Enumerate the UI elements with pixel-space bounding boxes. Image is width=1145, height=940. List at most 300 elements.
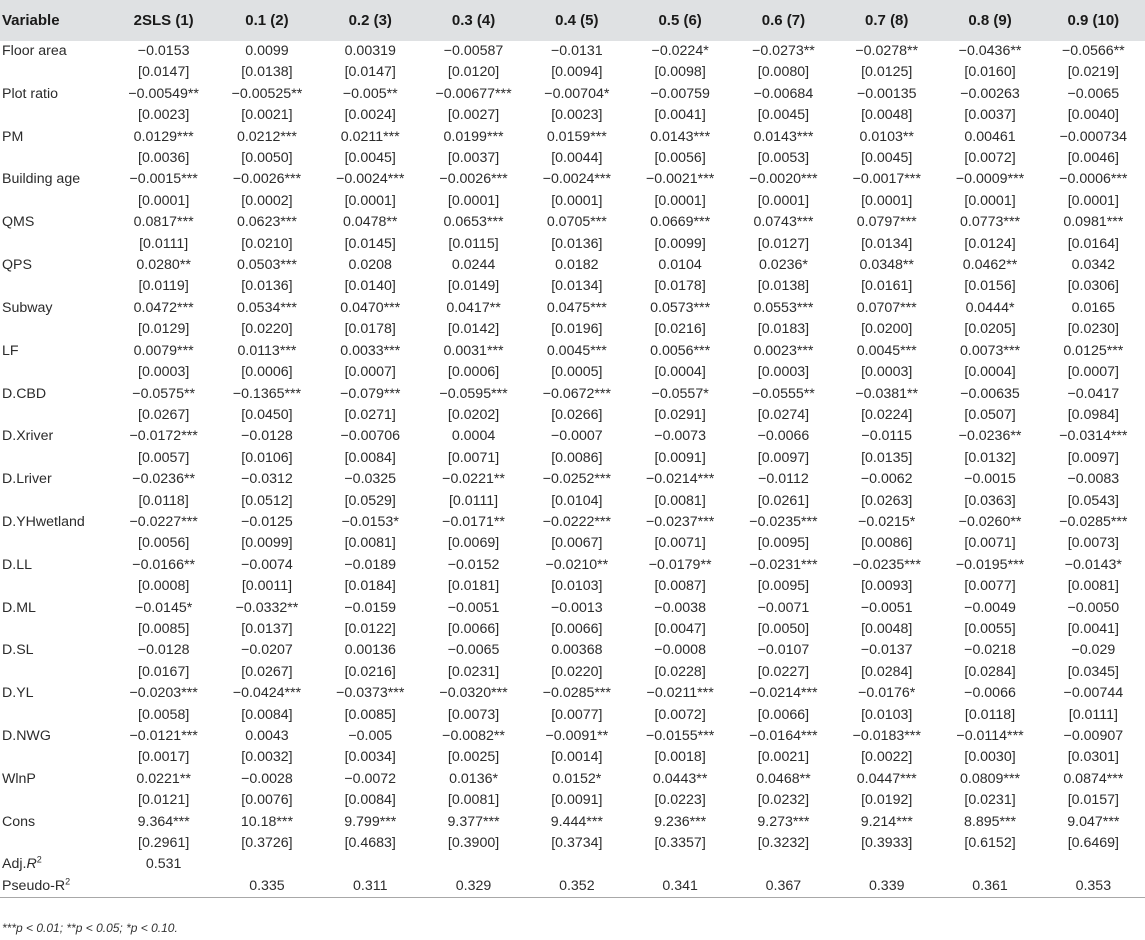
coef-cell: −0.1365*** [232,385,302,402]
coef-cell: 0.0503*** [236,257,297,274]
coef-cell: −0.0082** [442,728,505,744]
se-cell: [0.0184] [344,578,396,595]
se-cell: [0.0103] [861,706,913,723]
se-label-empty [0,448,112,469]
coef-cell: −0.0006*** [1059,171,1128,188]
se-cell: [0.0205] [964,321,1016,338]
se-cell: [0.0045] [861,150,913,167]
se-cell: [0.0006] [447,364,500,381]
header-model-7: 0.6 (7) [761,12,806,29]
se-cell: [0.0147] [344,64,396,81]
coef-cell: 0.0623*** [236,214,297,231]
pseudo-r2-cell [112,876,215,898]
coef-cell: −0.0153* [341,513,399,530]
se-cell: [0.0216] [654,321,706,338]
variable-label: D.Lriver [2,471,52,488]
header-model-4: 0.3 (4) [451,12,496,29]
coef-cell: −0.0137 [860,642,913,659]
coef-cell: −0.0235*** [852,556,921,573]
se-cell: [0.0267] [241,663,293,680]
se-cell: [0.3232] [757,835,810,852]
coef-cell: 0.0045*** [546,342,607,359]
se-cell: [0.0032] [241,749,293,766]
se-cell: [0.0219] [1067,64,1119,81]
se-cell: [0.0543] [1067,492,1119,509]
coef-cell: −0.0325 [344,471,397,488]
coef-cell: −0.0207 [241,642,293,659]
se-label-empty [0,105,112,126]
se-cell: [0.0080] [757,64,810,81]
adj-r2-cell [628,854,731,875]
se-label-empty [0,148,112,169]
coef-cell: −0.0145* [135,599,193,616]
se-cell: [0.0345] [1067,663,1119,680]
coef-cell: −0.0218 [964,642,1016,659]
se-cell: [0.0103] [551,578,603,595]
coef-cell: −0.00907 [1063,728,1124,744]
se-cell: [0.0066] [551,620,603,637]
se-cell: [0.3900] [447,835,500,852]
se-cell: [0.0003] [138,364,190,381]
coef-cell: −0.0051 [447,599,500,616]
coef-cell: 9.444*** [550,813,603,830]
coef-cell: 0.0136* [449,770,498,787]
coef-cell: 0.00319 [344,43,396,59]
coef-cell: −0.0237*** [646,513,715,530]
se-cell: [0.0156] [964,278,1016,295]
se-cell: [0.0363] [964,492,1016,509]
coef-cell: −0.0417 [1067,385,1120,402]
coef-cell: −0.0128 [137,642,190,659]
adj-r2-cell [422,854,525,875]
coef-cell: 0.0773*** [960,214,1020,231]
coef-cell: −0.079*** [340,385,401,402]
coef-cell: −0.0183*** [852,728,921,744]
coef-cell: −0.0236** [958,428,1022,445]
coef-cell: −0.0231*** [749,556,818,573]
variable-label: D.SL [2,642,34,659]
se-cell: [0.0183] [757,321,810,338]
se-row [0,105,1145,126]
adj-r2-cell [835,854,938,875]
se-label-empty [0,405,112,426]
se-cell: [0.0118] [138,492,189,509]
coef-cell: 0.0743*** [753,214,814,231]
coef-cell: 9.799*** [344,813,397,830]
variable-label: PM [2,128,24,145]
coef-cell: 0.0447*** [856,770,917,787]
coef-cell: −0.0155*** [646,728,715,744]
variable-label: QMS [2,214,35,231]
coef-cell: −0.0672*** [542,385,611,402]
coef-cell: −0.0013 [550,599,603,616]
coef-cell: −0.00744 [1063,685,1124,702]
se-row [0,662,1145,683]
coef-row [0,169,1145,190]
se-cell: [0.0284] [861,663,913,680]
coef-row [0,41,1145,62]
se-cell: [0.0006] [241,364,293,381]
se-cell: [0.0081] [1067,578,1119,595]
se-cell: [0.0094] [551,64,603,81]
coef-cell: −0.0320*** [439,685,508,702]
se-cell: [0.0095] [757,535,810,552]
adj-r2-cell [1042,854,1145,875]
coef-cell: 0.0244 [451,257,496,274]
se-cell: [0.0284] [964,663,1016,680]
se-cell: [0.0004] [654,364,706,381]
coef-cell: 0.0280** [136,257,191,274]
se-cell: [0.0086] [861,535,913,552]
coef-cell: −0.0252*** [542,471,611,488]
se-cell: [0.0048] [861,107,913,124]
variable-label: D.NWG [2,728,51,744]
se-cell: [0.3357] [654,835,706,852]
se-cell: [0.0104] [551,492,603,509]
variable-label: Cons [2,813,36,830]
coef-cell: 9.214*** [860,813,913,830]
se-cell: [0.0046] [1067,150,1119,167]
header-model-10: 0.9 (10) [1067,12,1120,29]
coef-cell: −0.0020*** [749,171,818,188]
se-row [0,362,1145,383]
coef-cell: −0.0221** [442,471,505,488]
coef-row [0,212,1145,233]
coef-cell: 0.0159*** [546,128,607,145]
se-cell: [0.0014] [551,749,603,766]
coef-cell: −0.0236** [132,471,196,488]
se-cell: [0.0023] [551,107,603,124]
se-label-empty [0,576,112,597]
significance-footnote: ***p < 0.01; **p < 0.05; *p < 0.10. [2,921,178,935]
coef-cell: 0.00368 [551,642,603,659]
se-cell: [0.0271] [344,406,396,423]
se-row [0,62,1145,83]
se-cell: [0.0223] [654,792,706,809]
coef-cell: 0.0797*** [856,214,917,231]
pseudo-r2-cell: 0.353 [1042,876,1145,898]
coef-cell: −0.0312 [241,471,293,488]
se-cell: [0.0111] [1068,706,1118,723]
coef-cell: 0.0143*** [650,128,711,145]
coef-cell: −0.0176* [858,685,916,702]
se-cell: [0.0263] [861,492,913,509]
se-cell: [0.0178] [344,321,396,338]
se-cell: [0.0072] [964,150,1016,167]
coef-cell: −0.0071 [757,599,810,616]
coef-row [0,255,1145,276]
coef-cell: −0.0436** [958,43,1022,59]
se-cell: [0.0306] [1067,278,1119,295]
coef-cell: −0.0051 [860,599,913,616]
se-cell: [0.0085] [344,706,396,723]
coef-cell: −0.00525** [231,85,303,102]
se-cell: [0.0127] [757,235,810,252]
coef-row [0,127,1145,148]
se-row [0,533,1145,554]
coef-cell: −0.0214*** [646,471,715,488]
coef-cell: −0.0595*** [439,385,508,402]
header-model-6: 0.5 (6) [658,12,702,29]
se-cell: [0.0084] [241,706,293,723]
se-cell: [0.0045] [757,107,810,124]
coef-cell: −0.0065 [447,642,500,659]
se-cell: [0.0181] [447,578,500,595]
se-row [0,148,1145,169]
coef-row [0,426,1145,447]
se-cell: [0.0134] [861,235,913,252]
coef-cell: 0.00136 [344,642,396,659]
coef-cell: −0.0215* [858,513,916,530]
coef-cell: 0.0874*** [1063,770,1124,787]
se-cell: [0.0274] [757,406,810,423]
coef-cell: −0.0062 [860,471,913,488]
se-cell: [0.0097] [1067,449,1119,466]
se-cell: [0.0041] [1067,620,1119,637]
variable-label: Plot ratio [2,85,58,102]
coef-cell: −0.00135 [856,85,917,102]
se-cell: [0.0136] [241,278,293,295]
coef-cell: 0.0534*** [236,299,297,316]
coef-cell: 0.0113*** [237,342,297,359]
coef-row [0,84,1145,105]
coef-cell: 0.0462** [962,257,1018,274]
coef-cell: 0.0129*** [133,128,194,145]
pseudo-r2-cell: 0.367 [732,876,835,898]
coef-cell: 0.0143*** [753,128,814,145]
coef-cell: −0.0166** [132,556,196,573]
se-cell: [0.0147] [138,64,190,81]
se-cell: [0.0041] [654,107,706,124]
se-label-empty [0,747,112,768]
coef-row [0,384,1145,405]
se-cell: [0.0001] [1067,192,1119,209]
coef-cell: 0.0348** [859,257,914,274]
table-header-row [0,0,1145,41]
coef-cell: −0.0210** [545,556,609,573]
coef-cell: 8.895*** [963,813,1017,830]
se-row [0,576,1145,597]
se-row [0,191,1145,212]
se-cell: [0.0055] [964,620,1016,637]
se-cell: [0.0023] [138,107,190,124]
coef-cell: 0.0099 [245,43,289,59]
se-cell: [0.0077] [551,706,603,723]
se-row [0,491,1145,512]
coef-cell: −0.0143* [1064,556,1122,573]
se-cell: [0.0040] [1067,107,1119,124]
se-cell: [0.0077] [964,578,1016,595]
se-cell: [0.0001] [344,192,396,209]
se-cell: [0.0138] [757,278,810,295]
se-cell: [0.0073] [1067,535,1119,552]
coef-cell: 0.0417** [446,299,501,316]
coef-cell: −0.0073 [654,428,706,445]
coef-cell: 9.273*** [757,813,810,830]
coef-cell: −0.00706 [340,428,401,445]
se-label-empty [0,276,112,297]
coef-cell: −0.0065 [1067,85,1120,102]
se-cell: [0.0066] [447,620,500,637]
pseudo-r2-row [0,876,1145,898]
se-cell: [0.0140] [344,278,396,295]
se-cell: [0.0044] [551,150,603,167]
adj-r2-cell [525,854,628,875]
adj-r2-cell [319,854,422,875]
pseudo-r2-label [0,876,112,898]
se-cell: [0.0228] [654,663,706,680]
coef-cell: 0.0211*** [340,128,400,145]
se-cell: [0.0192] [861,792,913,809]
coef-cell: 0.0342 [1071,257,1116,274]
coef-cell: −0.00677*** [435,85,512,102]
se-cell: [0.0073] [447,706,500,723]
se-label-empty [0,62,112,83]
se-cell: [0.0048] [861,620,913,637]
coef-cell: 0.0817*** [133,214,194,231]
coef-row [0,683,1145,704]
coef-cell: −0.00684 [753,85,814,102]
se-cell: [0.0119] [138,278,189,295]
se-cell: [0.0003] [757,364,810,381]
se-cell: [0.0200] [861,321,913,338]
se-cell: [0.0099] [241,535,293,552]
se-cell: [0.0001] [447,192,500,209]
se-cell: [0.0120] [447,64,500,81]
se-cell: [0.0001] [861,192,913,209]
coef-cell: −0.0273** [752,43,815,59]
coef-cell: −0.0172*** [129,428,198,445]
coef-cell: 0.0079*** [133,342,194,359]
coef-cell: 0.0152* [552,770,602,787]
coef-cell: 0.0045*** [856,342,917,359]
coef-cell: 10.18*** [240,813,293,830]
coef-cell: −0.0164*** [749,728,818,744]
se-label-empty [0,191,112,212]
se-cell: [0.0056] [654,150,706,167]
header-model-5: 0.4 (5) [555,12,599,29]
se-cell: [0.0050] [241,150,293,167]
se-cell: [0.0220] [241,321,293,338]
se-row [0,234,1145,255]
coef-cell: −0.0009*** [955,171,1025,188]
coef-cell: −0.0260** [958,513,1022,530]
se-cell: [0.0091] [551,792,603,809]
se-cell: [0.0121] [138,792,190,809]
coef-cell: −0.0332** [235,599,299,616]
coef-cell: −0.0026*** [439,171,508,188]
se-cell: [0.0450] [241,406,293,423]
se-row [0,319,1145,340]
se-cell: [0.4683] [344,835,396,852]
coef-cell: 0.0669*** [650,214,711,231]
se-cell: [0.0157] [1067,792,1119,809]
se-cell: [0.0138] [241,64,293,81]
se-cell: [0.0224] [861,406,913,423]
se-cell: [0.0178] [654,278,706,295]
se-cell: [0.0036] [138,150,190,167]
se-cell: [0.0004] [964,364,1016,381]
se-cell: [0.0134] [551,278,603,295]
coef-cell: −0.0314*** [1059,428,1128,445]
coef-cell: −0.0373*** [336,685,405,702]
se-cell: [0.0067] [551,535,603,552]
coef-cell: −0.00635 [960,385,1020,402]
coef-row [0,640,1145,661]
pseudo-r2-cell: 0.311 [319,876,422,898]
variable-label: D.YHwetland [2,513,85,530]
coef-cell: −0.0235*** [749,513,818,530]
se-cell: [0.0124] [964,235,1016,252]
coef-cell: 0.0043 [245,728,289,744]
coef-cell: −0.0015 [964,471,1016,488]
header-model-1: 2SLS (1) [133,12,194,29]
se-row [0,276,1145,297]
coef-cell: −0.0038 [654,599,706,616]
se-cell: [0.0220] [551,663,603,680]
se-cell: [0.0086] [551,449,603,466]
adj-r2-cell [732,854,835,875]
coef-cell: −0.0125 [241,513,293,530]
coef-row [0,341,1145,362]
coef-cell: −0.0066 [964,685,1016,702]
coef-cell: −0.0017*** [852,171,921,188]
se-cell: [0.0071] [964,535,1016,552]
coef-cell: 0.0103** [859,128,914,145]
header-variable: Variable [2,12,60,29]
coef-cell: −0.0424*** [232,685,302,702]
se-label-empty [0,705,112,726]
se-label-empty [0,619,112,640]
se-cell: [0.0301] [1067,749,1119,766]
coef-cell: −0.0066 [757,428,810,445]
coef-cell: −0.0083 [1067,471,1120,488]
coef-cell: −0.0222*** [542,513,611,530]
adj-r2-exp: 2 [36,854,42,865]
se-cell: [0.0137] [241,620,293,637]
se-label-empty [0,491,112,512]
se-cell: [0.0008] [138,578,190,595]
se-cell: [0.0056] [138,535,190,552]
se-label-empty [0,790,112,811]
se-cell: [0.0071] [447,449,500,466]
coef-cell: −0.00759 [650,85,710,102]
se-cell: [0.0018] [654,749,706,766]
se-cell: [0.0001] [964,192,1016,209]
coef-cell: −0.0152 [447,556,500,573]
adj-r2-prefix: Adj. [2,856,27,873]
se-cell: [0.0057] [138,449,190,466]
se-row [0,448,1145,469]
se-cell: [0.0093] [861,578,913,595]
pseudo-r2-cell: 0.341 [628,876,731,898]
variable-label: QPS [2,257,32,274]
se-cell: [0.0007] [1067,364,1119,381]
pseudo-r2-cell: 0.335 [215,876,318,898]
adj-r2-cell: 0.531 [145,856,182,873]
pseudo-r2-cell: 0.361 [938,876,1041,898]
coef-cell: 0.0208 [348,257,392,274]
se-cell: [0.0231] [964,792,1016,809]
variable-label: D.ML [2,599,36,616]
se-cell: [0.0027] [447,107,500,124]
se-cell: [0.0202] [447,406,500,423]
coef-cell: −0.0214*** [749,685,818,702]
coef-cell: 0.0468** [756,770,811,787]
coef-cell: −0.0112 [758,471,809,488]
se-cell: [0.0034] [344,749,396,766]
se-cell: [0.0122] [344,620,396,637]
